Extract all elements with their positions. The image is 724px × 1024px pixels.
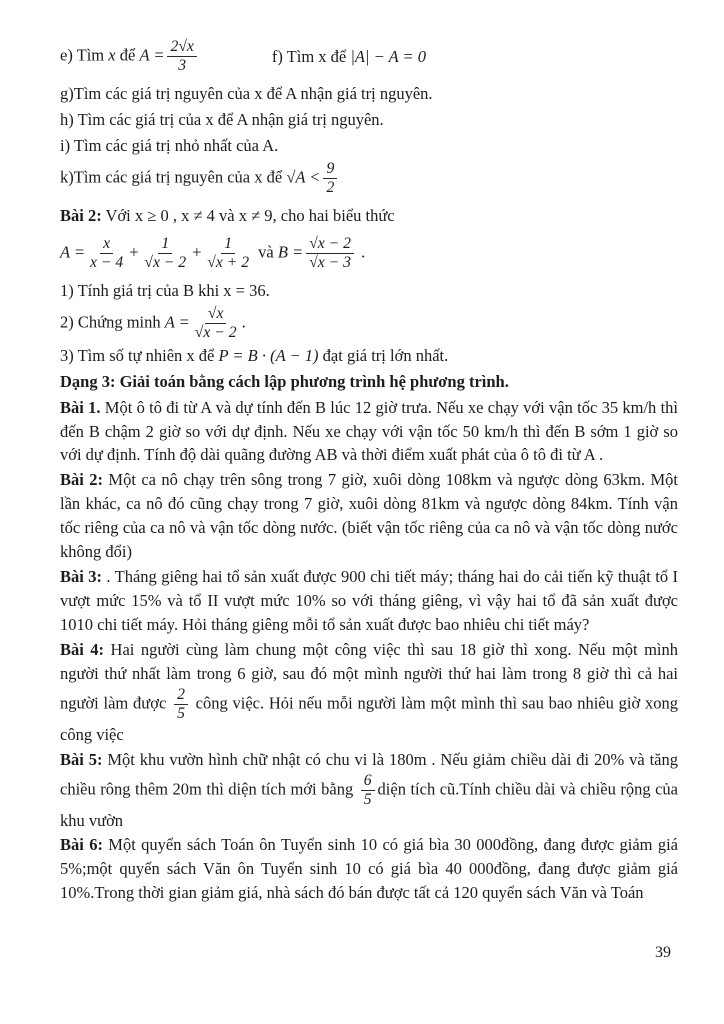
problem-bai2	[60, 468, 678, 564]
fraction-denominator: 3	[178, 57, 187, 75]
bai2-item-3-text: 3) Tìm số tự nhiên x để	[60, 345, 219, 365]
problem-header-text: Với x ≥ 0 , x ≠ 4 và x ≠ 9, cho hai biểu thức	[101, 205, 395, 225]
problem-text-after: diện tích cũ.Tính chiều dài và chiều rộng của khu vườn	[60, 778, 678, 830]
problem-text-after: công việc. Hỏi nếu mỗi người làm một mình thì sau bao nhiêu giờ xong công việc	[60, 692, 678, 744]
fraction	[205, 235, 251, 272]
fraction-denominator: √x − 3	[309, 253, 351, 271]
item-e-text: e) Tìm	[60, 45, 109, 65]
page-number: 39	[655, 944, 671, 961]
fraction	[167, 38, 196, 75]
item-h: h) Tìm các giá trị của x để A nhận giá trị nguyên.	[60, 109, 384, 129]
item-k	[60, 160, 678, 197]
fraction	[88, 235, 125, 272]
bai2-expression-formula	[60, 235, 678, 272]
item-i: i) Tìm các giá trị nhỏ nhất của A.	[60, 135, 279, 155]
problem-bai6	[60, 833, 678, 905]
fraction-numerator: x	[100, 235, 113, 254]
problem-bai5	[60, 748, 678, 833]
bai2-item-3-formula: P = B · (A − 1)	[218, 345, 319, 365]
bai2-item-2-text: 2) Chứng minh	[60, 312, 165, 331]
bai2-item-3	[60, 344, 678, 368]
fraction	[361, 772, 375, 809]
fraction	[306, 235, 354, 272]
problem-bai4	[60, 638, 678, 747]
fraction-numerator: 1	[158, 235, 172, 254]
fraction-numerator: √x − 2	[306, 235, 354, 254]
fraction	[323, 160, 337, 197]
item-g: g)Tìm các giá trị nguyên của x để A nhận giá trị nguyên.	[60, 84, 433, 104]
problem-text: Hai người cùng làm chung một công việc thì sau 18 giờ thì xong. Nếu một mình người thứ nhất làm trong 6 giờ, sau đó một mình người thứ hai làm trong 8 giờ thì cả hai người làm được	[60, 639, 679, 712]
fraction-numerator: √x	[205, 305, 227, 324]
formula-end: .	[356, 242, 366, 262]
problem-label: Bài 6:	[60, 835, 103, 855]
problem-label: Bài 3:	[60, 567, 102, 587]
fraction-denominator: 5	[363, 790, 372, 808]
bai2-item-3-end: đạt giá trị lớn nhất.	[318, 345, 449, 365]
conjunction-text: và	[254, 242, 278, 262]
problem-text: Một ca nô chạy trên sông trong 7 giờ, xuôi dòng 108km và ngược dòng 63km. Một lần khác, ca nô đó cũng chạy trong 7 giờ, xuôi dòng 81km và ngược dòng 84km. Tính vận tốc riêng của ca nô và vận tốc dòng nước. (biết vận tốc riêng của ca nô và vận tốc dòng nước không đổi)	[60, 470, 678, 562]
fraction-numerator: 9	[323, 160, 337, 179]
item-f-formula: |A| − A = 0	[350, 46, 427, 66]
fraction-denominator: 5	[177, 704, 185, 722]
item-e	[60, 38, 200, 75]
problem-bai1	[60, 396, 678, 468]
fraction-numerator: 6	[361, 772, 375, 791]
problem-label: Bài 4:	[60, 639, 105, 659]
problem-label: Bài 1.	[60, 397, 101, 417]
item-k-lhs: √A <	[286, 167, 321, 187]
document-content	[60, 38, 678, 906]
bai2-item-2-end: .	[241, 312, 246, 331]
bai2-item-1: 1) Tính giá trị của B khi x = 36.	[60, 280, 270, 300]
fraction-denominator: √x − 2	[194, 323, 237, 341]
plus-sign: +	[128, 242, 140, 262]
fraction-denominator: x − 4	[90, 253, 124, 271]
formula-lhs-a: A =	[60, 242, 86, 262]
fraction-denominator: √x − 2	[144, 253, 187, 271]
bai2-item-2-lhs: A =	[164, 312, 190, 331]
fraction-denominator: √x + 2	[207, 253, 250, 271]
items-e-f-row	[60, 38, 678, 75]
dang3-heading: Dạng 3: Giải toán bằng cách lập phương trình hệ phương trình.	[60, 371, 509, 391]
problem-label: Bài 5:	[60, 749, 103, 769]
item-e-lhs: A =	[139, 45, 165, 65]
fraction	[193, 305, 239, 342]
fraction-numerator: 2√x	[167, 38, 196, 57]
plus-sign: +	[191, 242, 203, 262]
item-f	[272, 45, 426, 69]
formula-lhs-b: B =	[277, 242, 304, 262]
problem-bai2-header	[60, 204, 678, 228]
problem-text: . Tháng giêng hai tổ sản xuất được 900 chi tiết máy; tháng hai do cải tiến kỹ thuật tổ I vượt mức 15% và tổ II vượt mức 10% so với tháng giêng, vì vậy hai tổ đã sản xuất được 1010 chi tiết máy. Hỏi tháng giêng mỗi tổ sản xuất được bao nhiêu chi tiết máy?	[60, 567, 678, 634]
item-e-mid: để	[115, 45, 140, 65]
fraction-denominator: 2	[326, 178, 335, 196]
fraction	[174, 686, 188, 723]
problem-label: Bài 2:	[60, 205, 102, 225]
fraction-numerator: 1	[221, 235, 235, 254]
item-f-text: f) Tìm x để	[271, 46, 351, 66]
fraction-numerator: 2	[174, 686, 188, 705]
problem-text: Một ô tô đi từ A và dự tính đến B lúc 12 giờ trưa. Nếu xe chạy với vận tốc 35 km/h thì đến B chậm 2 giờ so với dự định. Nếu xe chạy với vận tốc 50 km/h thì đến B sớm 1 giờ so với dự định. Tính độ dài quãng đường AB và thời điểm xuất phát của ô tô đi từ A .	[60, 397, 679, 465]
bai2-item-2	[60, 305, 678, 342]
item-e-var: x	[108, 45, 116, 65]
problem-label: Bài 2:	[60, 470, 104, 490]
fraction	[142, 235, 188, 272]
item-k-text: k)Tìm các giá trị nguyên của x để	[60, 167, 287, 187]
problem-text: Một quyển sách Toán ôn Tuyển sinh 10 có giá bìa 30 000đồng, đang được giảm giá 5%;một quyển sách Văn ôn Tuyển sinh 10 có giá bìa 40 000đồng, đang được giảm giá 10%.Trong thời gian giảm giá, nhà sách đó bán được tất cả 120 quyển sách Văn và Toán	[60, 835, 678, 903]
problem-bai3	[60, 565, 678, 637]
problem-text: Một khu vườn hình chữ nhật có chu vi là 180m . Nếu giảm chiều dài đi 20% và tăng chiều rông thêm 20m thì diện tích mới bằng	[60, 749, 678, 798]
